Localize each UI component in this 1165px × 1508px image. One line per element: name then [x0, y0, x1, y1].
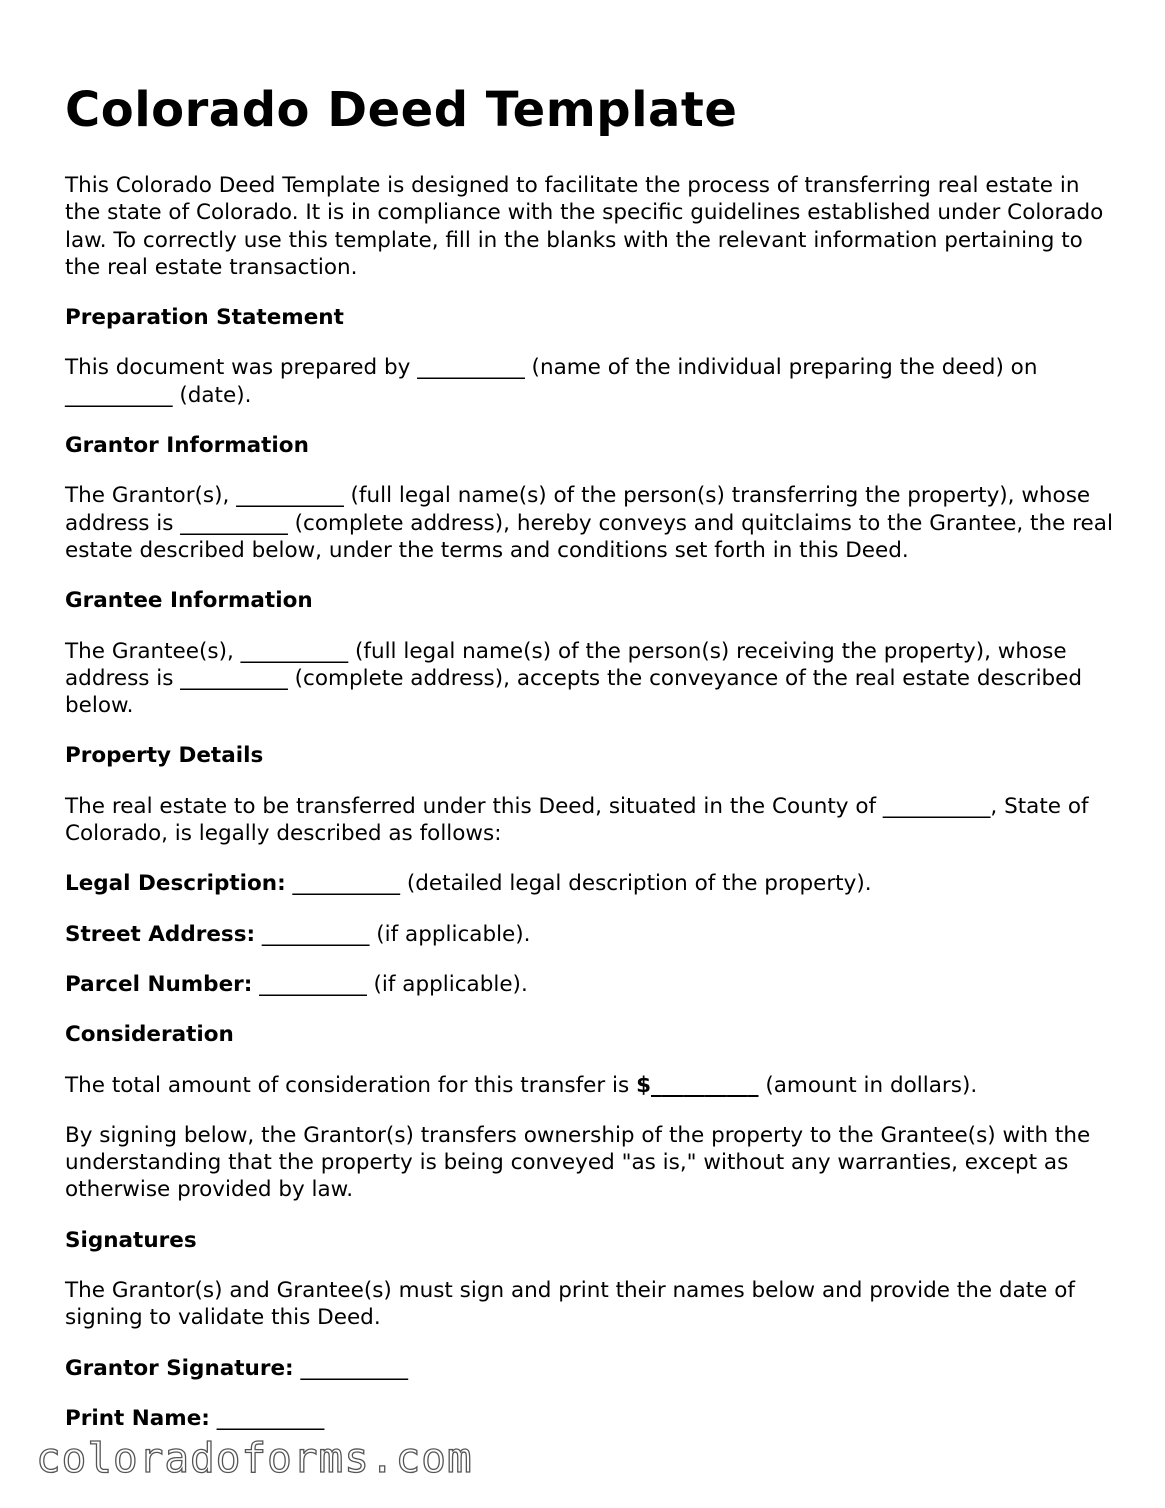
print-name-line [65, 1405, 1115, 1432]
street-address-line [65, 921, 1115, 948]
preparation-heading: Preparation Statement [65, 305, 344, 331]
consideration-text-before: The total amount of consideration for this transfer is [65, 1072, 637, 1098]
property-text: The real estate to be transferred under this Deed, situated in the County of __________, State of Colorado, is legally described as follows: [65, 793, 1089, 847]
watermark: coloradoforms.com [36, 1434, 473, 1482]
street-address-label: Street Address: [65, 921, 256, 947]
print-name-label: Print Name: [65, 1405, 210, 1431]
legal-description-label: Legal Description: [65, 871, 286, 897]
legal-description-line [65, 870, 1115, 897]
grantor-text: The Grantor(s), __________ (full legal name(s) of the person(s) transferring the property), whose address is __________ (complete address), hereby conveys and quitclaims to the Grantee, the real estate described below, under the terms and conditions set forth in this Deed. [65, 483, 1113, 563]
print-name-value: __________ [209, 1405, 325, 1431]
signatures-heading: Signatures [65, 1227, 197, 1253]
consideration-text-after: (amount in dollars). [758, 1072, 978, 1098]
consideration-amount-line [65, 1072, 1115, 1099]
legal-description-value: __________ (detailed legal description of the property). [285, 871, 872, 897]
grantee-text: The Grantee(s), __________ (full legal name(s) of the person(s) receiving the property), whose address is __________ (complete address), accepts the conveyance of the real estate described below. [65, 638, 1083, 719]
document-page [65, 82, 1115, 1455]
grantor-signature-label: Grantor Signature: [65, 1355, 294, 1381]
parcel-number-line [65, 971, 1115, 998]
consideration-heading: Consideration [65, 1022, 234, 1048]
grantor-signature-value: __________ [293, 1355, 408, 1381]
grantor-signature-line [65, 1355, 1115, 1382]
parcel-number-value: __________ (if applicable). [252, 971, 528, 997]
grantee-heading: Grantee Information [65, 588, 313, 614]
parcel-number-label: Parcel Number: [65, 971, 253, 997]
intro-paragraph: This Colorado Deed Template is designed to facilitate the process of transferring real estate in the state of Colorado. It is in compliance with the specific guidelines established under Colorado law. To correctly use this template, fill in the blanks with the relevant information pertaining to the real estate transaction. [65, 173, 1104, 280]
document-title: Colorado Deed Template [65, 82, 738, 138]
grantor-heading: Grantor Information [65, 433, 309, 459]
property-heading: Property Details [65, 743, 264, 769]
consideration-amount: $__________ [636, 1072, 759, 1098]
signatures-text: The Grantor(s) and Grantee(s) must sign and print their names below and provide the date of signing to validate this Deed. [65, 1278, 1075, 1331]
street-address-value: __________ (if applicable). [255, 921, 531, 947]
preparation-text: This document was prepared by __________ (name of the individual preparing the deed) on __________ (date). [65, 355, 1038, 408]
consideration-statement: By signing below, the Grantor(s) transfers ownership of the property to the Grantee(s) with the understanding that the property is being conveyed "as is," without any warranties, except as otherwise provided by law. [65, 1122, 1091, 1203]
